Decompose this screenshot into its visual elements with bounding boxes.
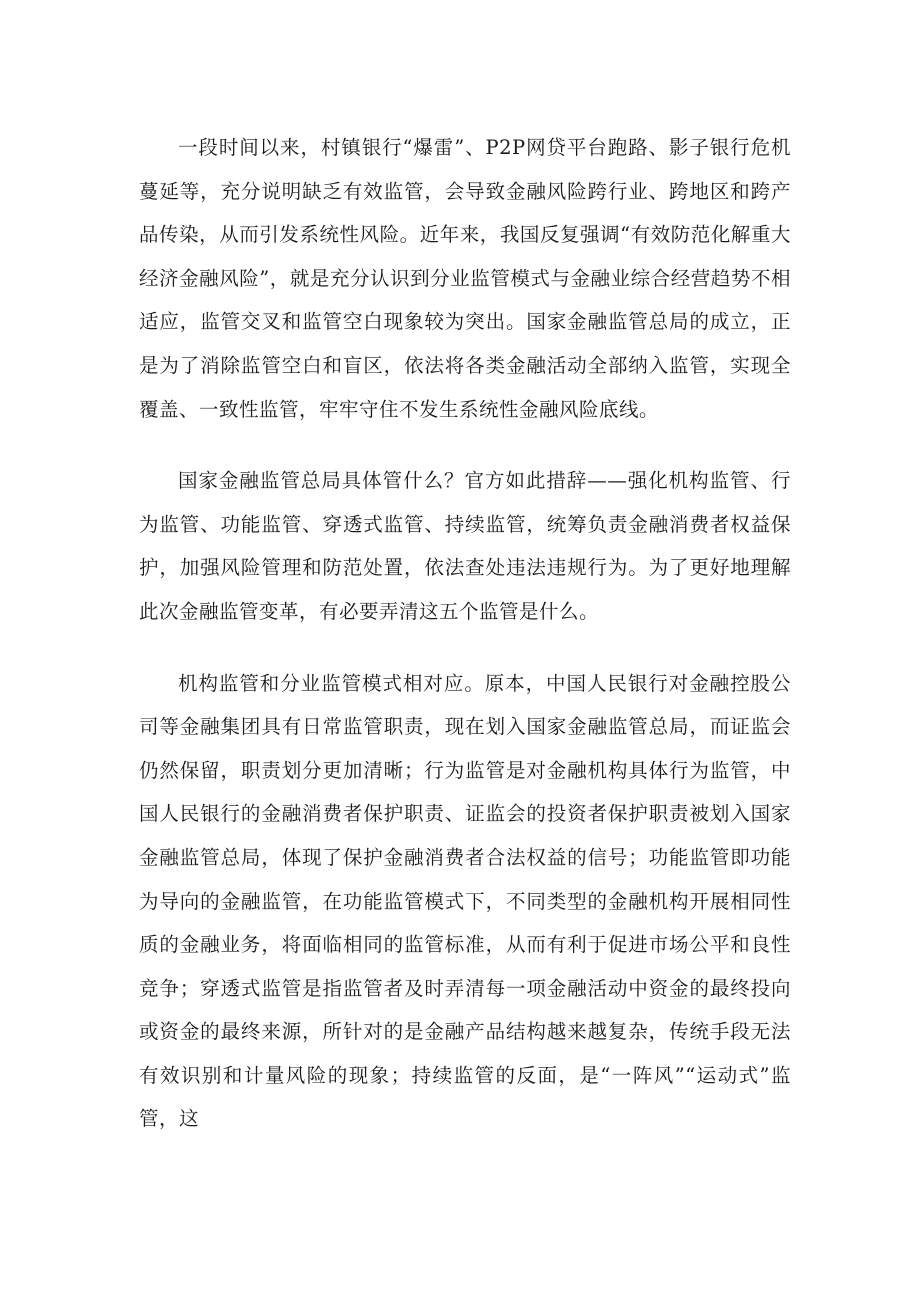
- paragraph-2: 国家金融监管总局具体管什么？官方如此措辞——强化机构监管、行为监管、功能监管、穿透式监管、持续监管，统筹负责金融消费者权益保护，加强风险管理和防范处置，依法查处违法违规行为。为了更好地理解此次金融监管变革，有必要弄清这五个监管是什么。: [139, 469, 791, 623]
- document-body: [139, 126, 791, 1141]
- paragraph-1: 一段时间以来，村镇银行“爆雷”、P2P网贷平台跑路、影子银行危机蔓延等，充分说明缺乏有效监管，会导致金融风险跨行业、跨地区和跨产品传染，从而引发系统性风险。近年来，我国反复强调“有效防范化解重大经济金融风险”，就是充分认识到分业监管模式与金融业综合经营趋势不相适应，监管交叉和监管空白现象较为突出。国家金融监管总局的成立，正是为了消除监管空白和盲区，依法将各类金融活动全部纳入监管，实现全覆盖、一致性监管，牢牢守住不发生系统性金融风险底线。: [139, 136, 791, 421]
- paragraph-3: 机构监管和分业监管模式相对应。原本，中国人民银行对金融控股公司等金融集团具有日常监管职责，现在划入国家金融监管总局，而证监会仍然保留，职责划分更加清晰；行为监管是对金融机构具体行为监管，中国人民银行的金融消费者保护职责、证监会的投资者保护职责被划入国家金融监管总局，体现了保护金融消费者合法权益的信号；功能监管即功能为导向的金融监管，在功能监管模式下，不同类型的金融机构开展相同性质的金融业务，将面临相同的监管标准，从而有利于促进市场公平和良性竞争；穿透式监管是指监管者及时弄清每一项金融活动中资金的最终投向或资金的最终来源，所针对的是金融产品结构越来越复杂，传统手段无法有效识别和计量风险的现象；持续监管的反面，是“一阵风”“运动式”监管，这: [139, 671, 791, 1131]
